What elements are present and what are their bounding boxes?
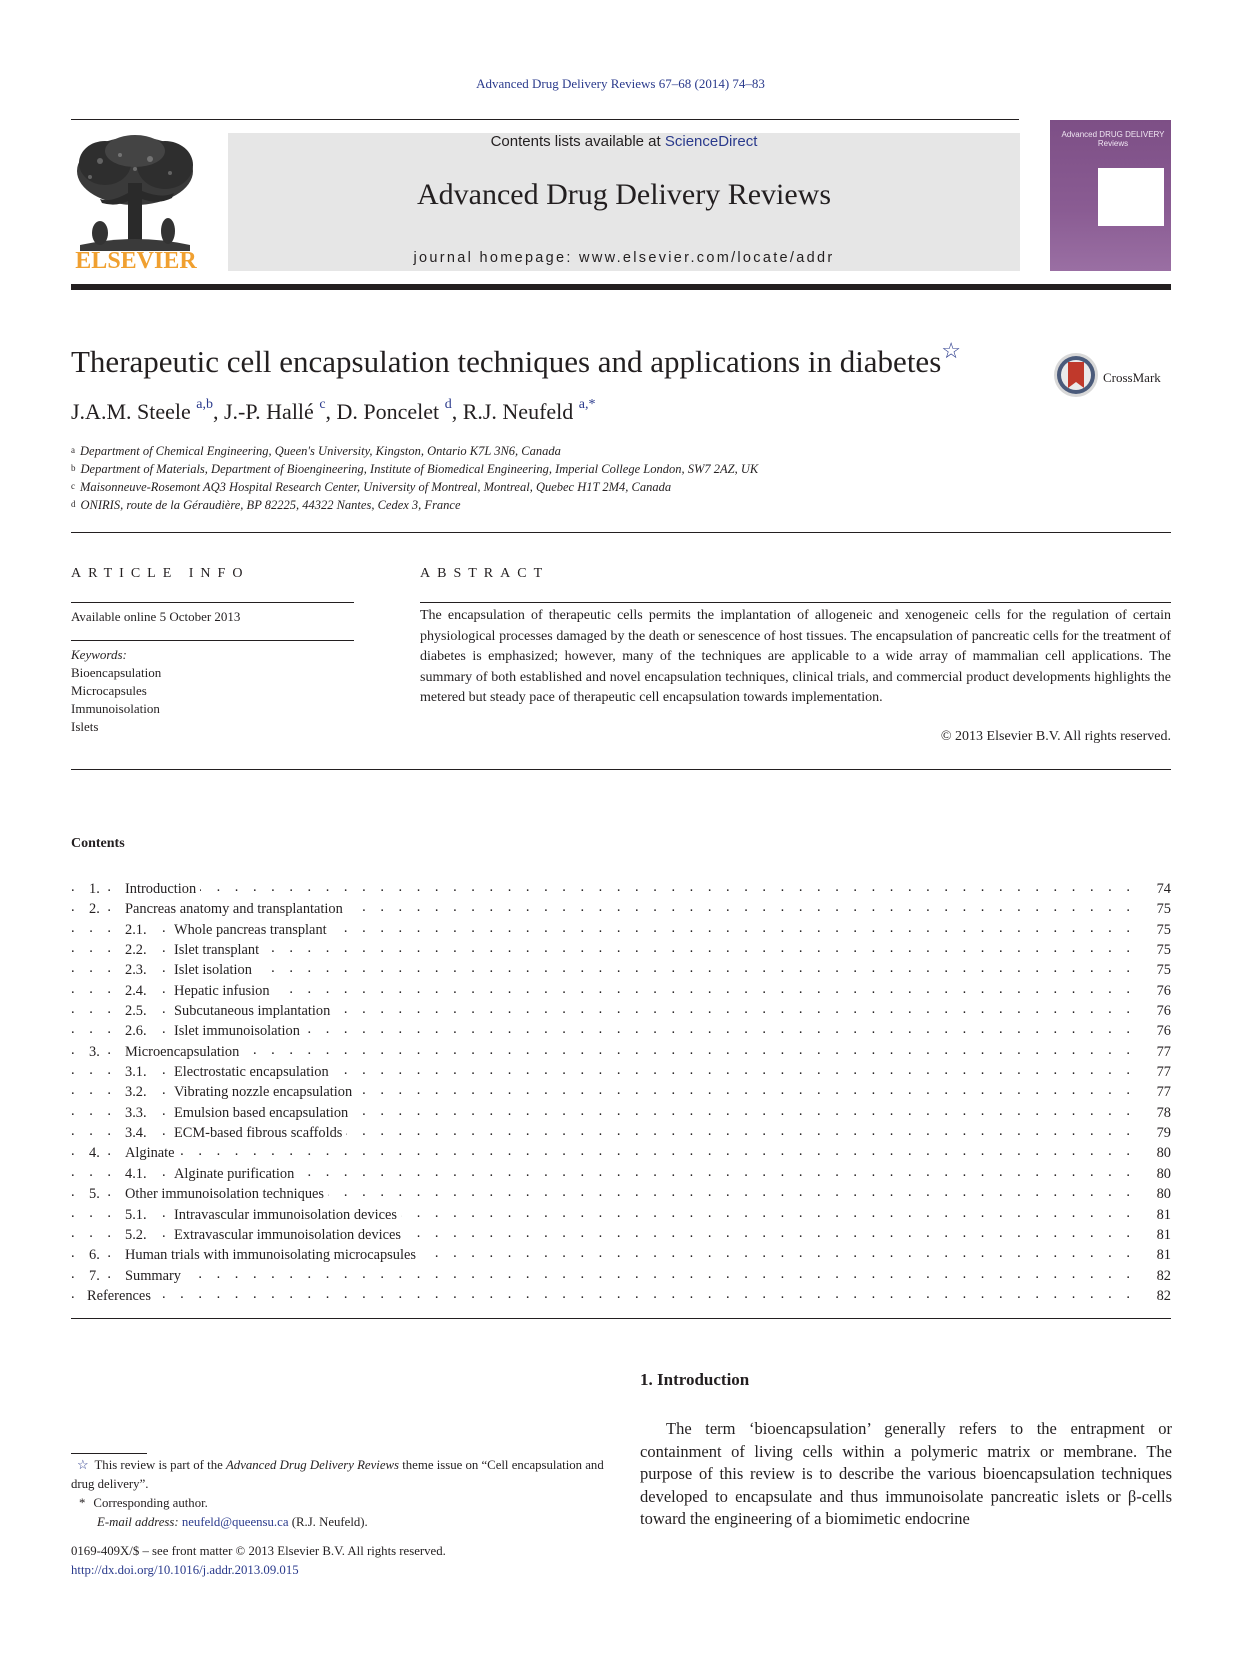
toc-page-number: 76: [1151, 1021, 1171, 1041]
affiliation-text: Maisonneuve-Rosemont AQ3 Hospital Research Center, University of Montreal, Montreal, Quebec H1T 2M4, Canada: [80, 480, 672, 494]
affiliation-sup: b: [71, 463, 76, 473]
author-name: R.J. Neufeld: [462, 399, 574, 424]
toc-page-number: 76: [1151, 1001, 1171, 1021]
contents-available-prefix: Contents lists available at: [490, 133, 665, 150]
abstract-copyright: © 2013 Elsevier B.V. All rights reserved.: [940, 729, 1171, 744]
toc-number: 7.: [89, 1266, 106, 1286]
toc-page-number: 77: [1151, 1042, 1171, 1062]
author-name: D. Poncelet: [336, 399, 440, 424]
affiliation-sup: c: [71, 481, 75, 491]
toc-leader-dots: [71, 1143, 1143, 1161]
toc-page-number: 78: [1151, 1103, 1171, 1123]
footnote-theme-issue: [71, 1456, 606, 1494]
crossmark-label: CrossMark: [1103, 370, 1161, 385]
toc-number: 2.6.: [125, 1021, 153, 1041]
table-of-contents: [71, 879, 1171, 1306]
toc-title[interactable]: Whole pancreas transplant: [174, 920, 331, 940]
toc-number: 3.4.: [125, 1123, 153, 1143]
toc-page-number: 75: [1151, 899, 1171, 919]
toc-number: 2.3.: [125, 960, 153, 980]
toc-title[interactable]: Vibrating nozzle encapsulation: [174, 1082, 356, 1102]
toc-entry[interactable]: [71, 940, 1171, 960]
toc-entry[interactable]: [71, 1103, 1171, 1123]
author-separator: ,: [325, 399, 337, 424]
journal-homepage[interactable]: journal homepage: www.elsevier.com/locate/addr: [413, 250, 835, 266]
toc-title[interactable]: Pancreas anatomy and transplantation: [125, 899, 347, 919]
author-4: [463, 399, 596, 424]
footnote-email: [71, 1513, 606, 1532]
toc-entry[interactable]: [71, 1164, 1171, 1184]
affiliation-sup: d: [71, 499, 76, 509]
toc-title[interactable]: Extravascular immunoisolation devices: [174, 1225, 405, 1245]
toc-title[interactable]: Intravascular immunoisolation devices: [174, 1205, 401, 1225]
keyword-item: Islets: [71, 719, 99, 734]
toc-title[interactable]: Alginate purification: [174, 1164, 298, 1184]
toc-page-number: 80: [1151, 1164, 1171, 1184]
footnote-text: Corresponding author.: [93, 1496, 208, 1510]
toc-page-number: 82: [1151, 1266, 1171, 1286]
toc-number: 3.2.: [125, 1082, 153, 1102]
introduction-text: The term ‘bioencapsulation’ generally refers to the entrapment or containment of living cells within a polymeric matrix or membrane. The purpose of this review is to describe the various bioencapsulation techniques developed to encapsulate and thus immunoisolate pancreatic islets or β-cells toward the engineering of a biomimetic endocrine: [640, 1419, 1172, 1528]
keyword-item: Immunoisolation: [71, 701, 160, 716]
footnote-star-mark: ☆: [77, 1458, 89, 1472]
crossmark-badge[interactable]: [1053, 352, 1173, 402]
toc-entry[interactable]: [71, 1143, 1171, 1163]
toc-number: 5.: [89, 1184, 106, 1204]
toc-entry[interactable]: [71, 1286, 1171, 1306]
footnote-text: This review is part of the: [94, 1458, 226, 1472]
email-link[interactable]: neufeld@queensu.ca: [181, 1515, 289, 1529]
toc-entry[interactable]: [71, 1123, 1171, 1143]
toc-number: 4.: [89, 1143, 106, 1163]
journal-cover-image: [1050, 120, 1171, 271]
footnote-asterisk: *: [79, 1496, 86, 1510]
toc-title[interactable]: Islet immunoisolation: [174, 1021, 304, 1041]
toc-title[interactable]: Human trials with immunoisolating microcapsules: [125, 1245, 420, 1265]
author-affiliation-sup[interactable]: a,*: [578, 397, 596, 412]
author-3: [337, 399, 463, 424]
footnote-corresponding: [71, 1494, 606, 1513]
toc-title[interactable]: Subcutaneous implantation: [174, 1001, 334, 1021]
toc-title[interactable]: Islet transplant: [174, 940, 263, 960]
toc-entry[interactable]: [71, 1225, 1171, 1245]
article-info-heading: ARTICLE INFO: [71, 566, 250, 581]
available-online-date: Available online 5 October 2013: [71, 609, 241, 624]
footnotes: [71, 1456, 606, 1532]
toc-number: 5.1.: [125, 1205, 153, 1225]
cover-title: Advanced DRUG DELIVERY Reviews: [1061, 130, 1165, 148]
keyword-item: Microcapsules: [71, 683, 147, 698]
toc-number: 6.: [89, 1245, 106, 1265]
toc-page-number: 80: [1151, 1184, 1171, 1204]
toc-entry[interactable]: [71, 1266, 1171, 1286]
contents-available-line: [228, 133, 1020, 150]
journal-reference-link[interactable]: Advanced Drug Delivery Reviews 67–68 (2014) 74–83: [476, 76, 765, 91]
author-1: [71, 399, 224, 424]
toc-page-number: 77: [1151, 1062, 1171, 1082]
toc-page-number: 76: [1151, 981, 1171, 1001]
author-affiliation-sup[interactable]: a,b: [196, 397, 213, 412]
section-rule: [71, 532, 1171, 533]
toc-title[interactable]: Emulsion based encapsulation: [174, 1103, 352, 1123]
author-affiliation-sup[interactable]: d: [444, 397, 452, 412]
article-title: [71, 338, 961, 380]
toc-page-number: 81: [1151, 1245, 1171, 1265]
author-2: [224, 399, 337, 424]
toc-entry[interactable]: [71, 1082, 1171, 1102]
toc-entry[interactable]: [71, 1245, 1171, 1265]
article-info-rule: [71, 640, 354, 641]
toc-title[interactable]: Islet isolation: [174, 960, 256, 980]
toc-entry[interactable]: [71, 1184, 1171, 1204]
toc-page-number: 82: [1151, 1286, 1171, 1306]
toc-number: 3.1.: [125, 1062, 153, 1082]
toc-entry[interactable]: [71, 981, 1171, 1001]
toc-page-number: 81: [1151, 1205, 1171, 1225]
toc-title[interactable]: Summary: [125, 1266, 185, 1286]
header-thick-rule: [71, 284, 1171, 290]
section-rule: [71, 769, 1171, 770]
toc-leader-dots: [71, 1286, 1143, 1304]
toc-number: 4.1.: [125, 1164, 153, 1184]
crossmark-icon: [1053, 352, 1099, 398]
toc-number: 3.3.: [125, 1103, 153, 1123]
affiliation-list: [71, 442, 758, 514]
affiliation-item: [71, 460, 758, 478]
toc-leader-dots: [71, 1266, 1143, 1284]
author-name: J.A.M. Steele: [71, 399, 191, 424]
toc-entry[interactable]: [71, 879, 1171, 899]
toc-title[interactable]: Other immunoisolation techniques: [125, 1184, 328, 1204]
toc-title[interactable]: Alginate: [125, 1143, 179, 1163]
toc-page-number: 79: [1151, 1123, 1171, 1143]
keywords-block: [71, 646, 161, 736]
abstract-text: The encapsulation of therapeutic cells permits the implantation of allogeneic and xenogeneic cells for the regulation of certain physiological processes damaged by the death or senescence of host tissues. The encapsulation of pancreatic cells for the treatment of diabetes is emphasized; however, many of the techniques are applicable to a wide array of mammalian cell applications. The summary of both established and novel encapsulation techniques, clinical trials, and commercial product developments highlights the metered but steady pace of therapeutic cell encapsulation towards implementation.: [420, 608, 1171, 706]
affiliation-item: [71, 442, 758, 460]
toc-number: 2.1.: [125, 920, 153, 940]
affiliation-sup: a: [71, 445, 75, 455]
toc-page-number: 80: [1151, 1143, 1171, 1163]
author-affiliation-sup[interactable]: c: [319, 397, 326, 412]
issn-line: 0169-409X/$ – see front matter © 2013 Elsevier B.V. All rights reserved.: [71, 1544, 446, 1558]
footnote-rule: [71, 1453, 147, 1454]
toc-number: 3.: [89, 1042, 106, 1062]
footnote-journal: Advanced Drug Delivery Reviews: [225, 1458, 400, 1472]
toc-entry[interactable]: [71, 1062, 1171, 1082]
toc-entry[interactable]: [71, 1042, 1171, 1062]
author-list: [71, 399, 596, 425]
elsevier-wordmark: ELSEVIER: [75, 248, 197, 274]
contents-heading: Contents: [71, 836, 125, 851]
toc-page-number: 75: [1151, 940, 1171, 960]
author-separator: ,: [212, 399, 224, 424]
article-info-rule: [71, 602, 354, 603]
author-separator: ,: [451, 399, 463, 424]
sciencedirect-link[interactable]: ScienceDirect: [664, 133, 758, 150]
abstract-rule: [420, 602, 1171, 603]
header-rule: [71, 119, 1019, 120]
toc-number: 2.4.: [125, 981, 153, 1001]
toc-title[interactable]: Electrostatic encapsulation: [174, 1062, 333, 1082]
email-owner: (R.J. Neufeld).: [288, 1515, 368, 1529]
toc-number: 5.2.: [125, 1225, 153, 1245]
toc-title[interactable]: References: [87, 1286, 155, 1306]
toc-page-number: 81: [1151, 1225, 1171, 1245]
toc-entry[interactable]: [71, 960, 1171, 980]
email-label: E-mail address:: [97, 1515, 182, 1529]
author-name: J.-P. Hallé: [223, 399, 314, 424]
journal-name: Advanced Drug Delivery Reviews: [416, 178, 832, 211]
toc-page-number: 74: [1151, 879, 1171, 899]
keywords-label: Keywords:: [71, 647, 127, 662]
footnote-text: theme issue on “Cell encapsulation and drug delivery”.: [71, 1458, 604, 1491]
title-footnote-star[interactable]: ☆: [941, 338, 961, 363]
affiliation-text: ONIRIS, route de la Géraudière, BP 82225, 44322 Nantes, Cedex 3, France: [80, 498, 461, 512]
toc-title[interactable]: Microencapsulation: [125, 1042, 243, 1062]
toc-number: 2.: [89, 899, 106, 919]
abstract-heading: ABSTRACT: [420, 566, 550, 581]
introduction-heading: 1. Introduction: [640, 1370, 750, 1389]
toc-entry[interactable]: [71, 920, 1171, 940]
affiliation-text: Department of Chemical Engineering, Queen's University, Kingston, Ontario K7L 3N6, Canada: [80, 444, 561, 458]
toc-number: 2.5.: [125, 1001, 153, 1021]
toc-number: 1.: [89, 879, 106, 899]
article-title-text: Therapeutic cell encapsulation techniques and applications in diabetes: [71, 344, 942, 379]
keyword-item: Bioencapsulation: [71, 665, 162, 680]
toc-leader-dots: [71, 879, 1143, 897]
affiliation-item: [71, 496, 758, 514]
toc-entry[interactable]: [71, 1001, 1171, 1021]
toc-page-number: 77: [1151, 1082, 1171, 1102]
section-rule: [71, 1318, 1171, 1319]
toc-entry[interactable]: [71, 1021, 1171, 1041]
toc-page-number: 75: [1151, 960, 1171, 980]
toc-entry[interactable]: [71, 899, 1171, 919]
doi-link[interactable]: http://dx.doi.org/10.1016/j.addr.2013.09.015: [71, 1563, 299, 1577]
toc-page-number: 75: [1151, 920, 1171, 940]
toc-title[interactable]: Hepatic infusion: [174, 981, 274, 1001]
toc-number: 2.2.: [125, 940, 153, 960]
cover-inset: [1098, 168, 1164, 226]
toc-entry[interactable]: [71, 1205, 1171, 1225]
affiliation-text: Department of Materials, Department of Bioengineering, Institute of Biomedical Engineering, Imperial College London, SW7 2AZ, UK: [80, 462, 759, 476]
affiliation-item: [71, 478, 758, 496]
toc-title[interactable]: Introduction: [125, 879, 200, 899]
toc-title[interactable]: ECM-based fibrous scaffolds: [174, 1123, 346, 1143]
